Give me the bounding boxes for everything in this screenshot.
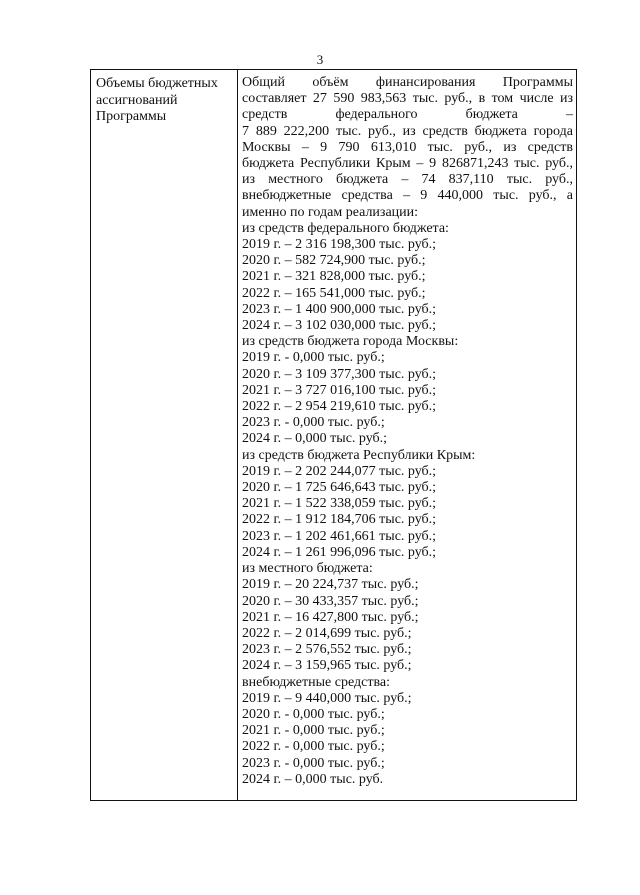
row-label-line: Программы [96,109,167,124]
section-heading: из местного бюджета: [242,561,373,577]
year-row: 2021 г. – 321 828,000 тыс. руб.; [242,269,426,285]
extrabudgetary-section [242,675,573,788]
federal-budget-section [242,221,573,334]
year-row: 2023 г. - 0,000 тыс. руб.; [242,415,385,431]
year-row: 2022 г. – 165 541,000 тыс. руб.; [242,285,426,301]
row-label-cell [91,70,238,800]
year-row: 2024 г. – 0,000 тыс. руб.; [242,431,388,447]
year-row: 2019 г. – 2 202 244,077 тыс. руб.; [242,463,437,479]
year-row: 2023 г. – 1 202 461,661 тыс. руб.; [242,528,437,544]
year-row: 2024 г. – 3 159,965 тыс. руб.; [242,658,412,674]
page-number: 3 [316,52,324,67]
intro-line: внебюджетные средства – 9 440,000 тыс. руб., а [242,188,573,204]
intro-line: бюджета Республики Крым – 9 826871,243 тыс. руб., [242,156,573,172]
section-heading: из средств федерального бюджета: [242,220,449,236]
year-row: 2022 г. – 2 014,699 тыс. руб.; [242,625,412,641]
year-row: 2024 г. – 0,000 тыс. руб. [242,771,384,787]
moscow-budget-section [242,334,573,447]
row-label-line: Объемы бюджетных [96,76,218,91]
row-label-line: ассигнований [96,92,178,108]
local-budget-section [242,561,573,674]
section-heading: из средств бюджета Республики Крым: [242,447,476,463]
intro-line: именно по годам реализации: [242,204,419,220]
year-row: 2020 г. - 0,000 тыс. руб.; [242,706,385,722]
intro-line: 7 889 222,200 тыс. руб., из средств бюджета города [242,123,573,139]
year-row: 2021 г. – 3 727 016,100 тыс. руб.; [242,382,437,398]
year-row: 2019 г. – 20 224,737 тыс. руб.; [242,577,419,593]
section-heading: из средств бюджета города Москвы: [242,334,459,350]
year-row: 2022 г. – 2 954 219,610 тыс. руб.; [242,399,437,415]
year-row: 2023 г. – 1 400 900,000 тыс. руб.; [242,301,437,317]
crimea-budget-section [242,448,573,561]
budget-table [90,69,577,801]
year-row: 2021 г. – 1 522 338,059 тыс. руб.; [242,496,437,512]
year-row: 2021 г. - 0,000 тыс. руб.; [242,723,385,739]
year-row: 2019 г. – 9 440,000 тыс. руб.; [242,690,412,706]
year-row: 2023 г. – 2 576,552 тыс. руб.; [242,642,412,658]
year-row: 2021 г. – 16 427,800 тыс. руб.; [242,609,419,625]
year-row: 2020 г. – 1 725 646,643 тыс. руб.; [242,480,437,496]
intro-line: Общий объём финансирования Программы [242,75,573,90]
year-row: 2019 г. - 0,000 тыс. руб.; [242,350,385,366]
intro-line: составляет 27 590 983,563 тыс. руб., в том числе из [242,91,573,107]
year-row: 2022 г. – 1 912 184,706 тыс. руб.; [242,512,437,528]
year-row: 2020 г. – 582 724,900 тыс. руб.; [242,253,426,269]
year-row: 2020 г. – 3 109 377,300 тыс. руб.; [242,366,437,382]
year-row: 2024 г. – 3 102 030,000 тыс. руб.; [242,318,437,334]
year-row: 2023 г. - 0,000 тыс. руб.; [242,755,385,771]
financing-description-cell [238,70,576,800]
intro-line: Москвы – 9 790 613,010 тыс. руб., из средств [242,139,573,155]
intro-line: из местного бюджета – 74 837,110 тыс. руб., [242,172,573,188]
intro-line: средств федерального бюджета – [242,107,573,123]
year-row: 2024 г. – 1 261 996,096 тыс. руб.; [242,544,437,560]
year-row: 2020 г. – 30 433,357 тыс. руб.; [242,593,419,609]
year-row: 2019 г. – 2 316 198,300 тыс. руб.; [242,237,437,253]
section-heading: внебюджетные средства: [242,674,390,690]
year-row: 2022 г. - 0,000 тыс. руб.; [242,739,385,755]
